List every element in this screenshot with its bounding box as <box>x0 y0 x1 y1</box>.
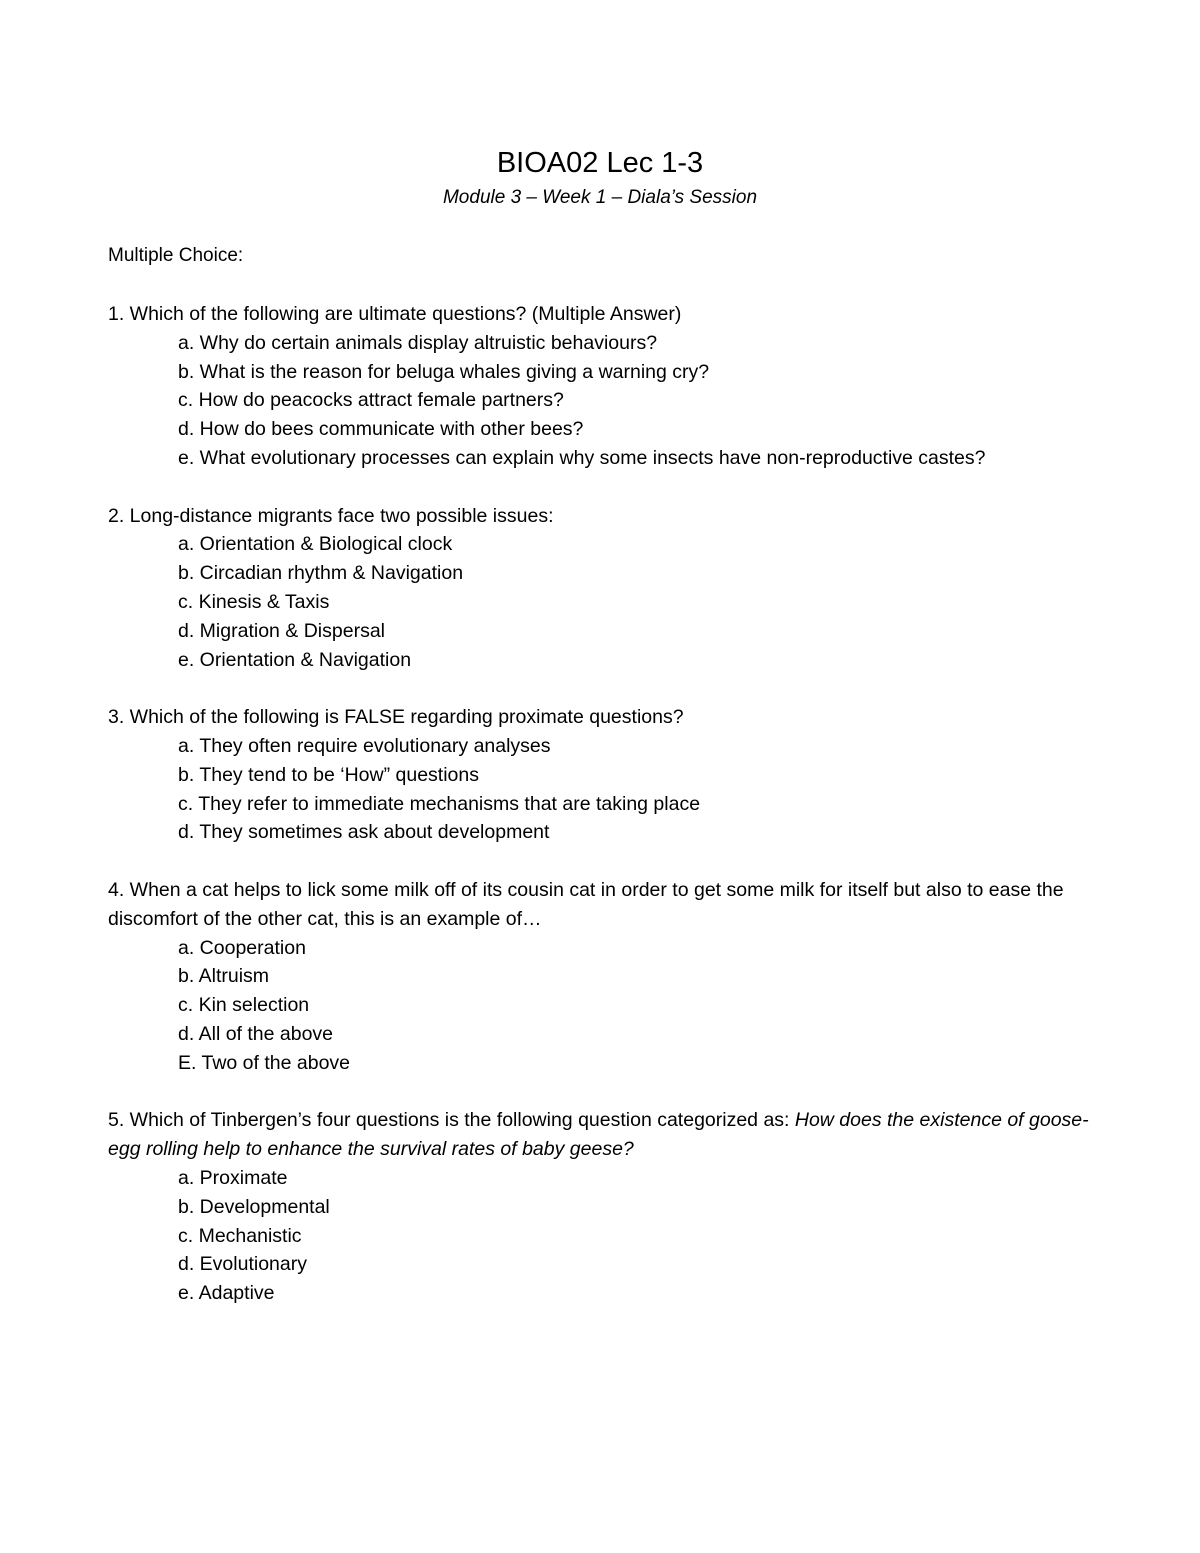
question-stem: 4. When a cat helps to lick some milk off of its cousin cat in order to get some milk for itself but also to ease the discomfort of the other cat, this is an example of… <box>108 878 1064 930</box>
question-stem: 3. Which of the following is FALSE regarding proximate questions? <box>108 706 684 729</box>
page-subtitle: Module 3 – Week 1 – Diala’s Session <box>442 187 758 208</box>
answer-option: a. They often require evolutionary analyses <box>178 734 551 757</box>
page-title: BIOA02 Lec 1-3 <box>496 147 704 179</box>
question-item <box>108 300 1108 473</box>
answer-option: e. What evolutionary processes can explain why some insects have non-reproductive castes? <box>178 446 986 469</box>
answer-option: d. How do bees communicate with other bees? <box>178 418 584 441</box>
answer-option: b. Circadian rhythm & Navigation <box>178 562 464 585</box>
question-text <box>108 1106 1108 1164</box>
answer-option: a. Why do certain animals display altruistic behaviours? <box>178 331 658 354</box>
answer-option: e. Adaptive <box>178 1282 275 1305</box>
question-stem: 2. Long-distance migrants face two possible issues: <box>108 504 554 527</box>
answer-option: b. Developmental <box>178 1195 330 1218</box>
answer-options <box>108 1164 1108 1308</box>
answer-option: c. Kinesis & Taxis <box>178 590 330 613</box>
question-item <box>108 502 1108 675</box>
answer-option: c. They refer to immediate mechanisms that are taking place <box>178 792 701 815</box>
answer-option: b. They tend to be ‘How” questions <box>178 763 479 786</box>
question-item <box>108 703 1108 847</box>
answer-options <box>108 934 1108 1078</box>
answer-options <box>108 530 1108 674</box>
answer-option: E. Two of the above <box>178 1051 351 1074</box>
answer-option: c. Mechanistic <box>178 1224 302 1247</box>
answer-option: a. Cooperation <box>178 936 306 959</box>
answer-options <box>108 329 1108 473</box>
question-stem: 5. Which of Tinbergen’s four questions is the following question categorized as: <box>108 1109 795 1132</box>
answer-option: d. Evolutionary <box>178 1253 307 1276</box>
answer-option: d. Migration & Dispersal <box>178 619 385 642</box>
answer-option: b. Altruism <box>178 965 270 988</box>
answer-options <box>108 732 1108 847</box>
question-italic-text: How does the existence of goose-egg rolling help to enhance the survival rates of baby geese? <box>108 1109 1089 1161</box>
answer-option: c. How do peacocks attract female partners? <box>178 389 564 412</box>
question-stem: 1. Which of the following are ultimate questions? (Multiple Answer) <box>108 303 682 325</box>
question-text <box>108 703 1108 732</box>
answer-option: e. Orientation & Navigation <box>178 648 412 671</box>
question-item <box>108 1106 1108 1308</box>
question-item <box>108 876 1108 1078</box>
answer-option: a. Orientation & Biological clock <box>178 533 453 556</box>
answer-option: b. What is the reason for beluga whales giving a warning cry? <box>178 360 710 383</box>
answer-option: d. All of the above <box>178 1022 334 1045</box>
answer-option: c. Kin selection <box>178 994 310 1017</box>
answer-option: d. They sometimes ask about development <box>178 821 550 844</box>
answer-option: a. Proximate <box>178 1166 288 1189</box>
section-heading: Multiple Choice: <box>108 245 244 266</box>
question-text <box>108 502 1108 531</box>
question-list <box>108 300 1108 1337</box>
question-text <box>108 300 1108 329</box>
question-text <box>108 876 1108 934</box>
